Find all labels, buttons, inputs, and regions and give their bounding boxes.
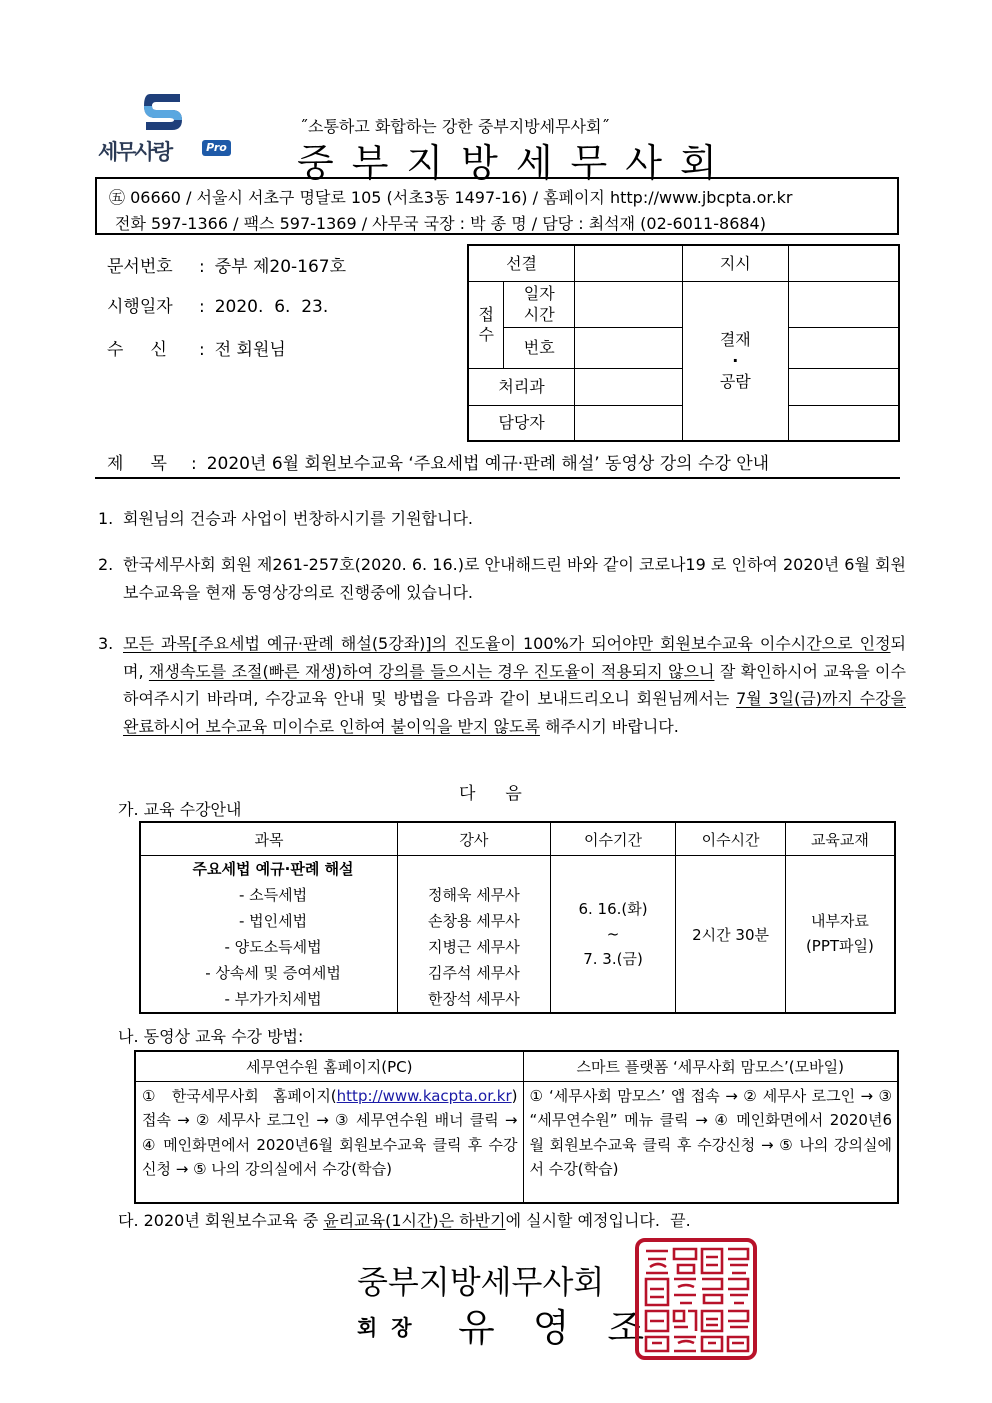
doc-number-value: 중부 제20-167호 xyxy=(214,257,347,277)
subject-item: - 부가가치세법 xyxy=(224,990,322,1008)
address-box xyxy=(95,177,899,235)
approval-ilja-sigan: 일자 시간 xyxy=(504,281,575,327)
col-header: 과목 xyxy=(140,822,398,856)
subject-item: - 소득세법 xyxy=(238,886,308,904)
subject-label: 제 목 xyxy=(107,454,167,474)
notice-emphasis: 재생속도를 조절(빠른 재생)하여 강의를 들으시는 경우 진도율이 적용되지 않으니 xyxy=(148,661,715,681)
signature-name: 유영조 xyxy=(458,1306,683,1350)
notice-emphasis: 모든 과목[주요세법 예규·판례 해설(5강좌)]의 진도율이 100%가 되어야만 회원보수교육 이수시간으로 인정 xyxy=(123,634,891,653)
org-title: 중부지방세무사회 xyxy=(297,141,735,185)
approval-cell xyxy=(575,327,682,368)
paragraph-1: 1. 회원님의 건승과 사업이 번창하시기를 기원합니다. xyxy=(98,509,474,528)
logo-s-icon xyxy=(142,92,186,132)
tutor-item: 손창용 세무사 xyxy=(428,912,520,930)
approval-cell xyxy=(575,368,682,405)
mobile-method: ① ‘세무사회 맘모스’ 앱 접속 → ② 세무사 로그인 → ③ “세무연수원” 메뉴 클릭 → ④ 메인화면에서 2020년6월 회원보수교육 클릭 후 수강신청 → ⑤ 나의 강의실에서 수강(학습) xyxy=(523,1082,898,1204)
address-line: ㊄ 06660 / 서울시 서초구 명달로 105 (서초3동 1497-16) / 홈페이지 http://www.jbcpta.or.kr xyxy=(109,188,793,207)
pc-method: ① 한국세무사회 홈페이지(http://www.kacpta.or.kr) 접속 → ② 세무사 로그인 → ③ 세무연수원 배너 클릭 → ④ 메인화면에서 2020년6월 회원보수교육 클릭 후 수강신청 → ⑤ 나의 강의실에서 수강(학습) xyxy=(135,1082,523,1204)
recipient: 수 신 : 전 회원님 xyxy=(107,335,286,360)
approval-gyeoljae-gongram: 결재 · 공람 xyxy=(682,281,789,441)
section-b-heading: 나. 동영상 교육 수강 방법: xyxy=(118,1027,304,1046)
material-cell: 내부자료 (PPT파일) xyxy=(785,856,895,1014)
subject-item: - 상속세 및 증여세법 xyxy=(205,964,341,982)
approval-cell xyxy=(789,245,899,281)
col-header: 강사 xyxy=(398,822,551,856)
subject-list: 주요세법 예규·판례 해설 - 소득세법 - 법인세법 - 양도소득세법 - 상속세 및 증여세법 - 부가가치세법 xyxy=(140,856,398,1014)
tutor-item: 김주석 세무사 xyxy=(428,964,520,982)
approval-cell xyxy=(575,405,682,441)
kacpta-link[interactable]: http://www.kacpta.or.kr xyxy=(336,1087,512,1105)
approval-cell xyxy=(789,368,899,405)
subject-value: 2020년 6월 회원보수교육 ‘주요세법 예규·판례 해설’ 동영상 강의 수강 안내 xyxy=(206,454,770,474)
section-a-heading: 가. 교육 수강안내 xyxy=(118,800,242,819)
approval-cell xyxy=(789,327,899,368)
official-seal xyxy=(634,1237,758,1361)
subject-divider xyxy=(95,477,900,479)
approval-cell xyxy=(789,281,899,327)
approval-seongyeol: 선결 xyxy=(468,245,575,281)
recipient-label: 수 신 xyxy=(107,340,167,360)
subject-item: - 양도소득세법 xyxy=(224,938,322,956)
paragraph-2: 2. 한국세무사회 회원 제261-257호(2020. 6. 16.)로 안내해드린 바와 같이 코로나19 로 인하여 2020년 6월 회원보수교육을 현재 동영상강의로 진행중에 있습니다. xyxy=(98,555,906,602)
logo xyxy=(98,92,233,164)
course-table xyxy=(139,821,896,1014)
col-header: 이수기간 xyxy=(550,822,676,856)
col-header: 교육교재 xyxy=(785,822,895,856)
approval-cell xyxy=(789,405,899,441)
deadline-emphasis: 7월 3일(금)까지 수강을 완료하시어 보수교육 미이수로 인하여 불이익을 받지 않도록 xyxy=(123,689,906,736)
approval-jisi: 지시 xyxy=(682,245,789,281)
logo-text: 세무사랑 xyxy=(98,140,172,164)
recipient-value: 전 회원님 xyxy=(214,340,286,360)
issue-date-label: 시행일자 xyxy=(107,297,173,317)
col-header-mobile: 스마트 플랫폼 ‘세무사회 맘모스’(모바일) xyxy=(523,1051,898,1082)
issue-date: 시행일자 : 2020. 6. 23. xyxy=(107,292,328,317)
issue-date-value: 2020. 6. 23. xyxy=(214,297,329,317)
slogan: ˝소통하고 화합하는 강한 중부지방세무사회˝ xyxy=(300,117,610,136)
tutor-item: 한장석 세무사 xyxy=(428,990,520,1008)
seal-icon xyxy=(634,1237,758,1361)
approval-damdangja: 담당자 xyxy=(468,405,575,441)
approval-jeopsu: 접수 xyxy=(468,281,504,368)
tutor-list xyxy=(398,856,551,1014)
approval-beonho: 번호 xyxy=(504,327,575,368)
period-cell: 6. 16.(화) ~ 7. 3.(금) xyxy=(550,856,676,1014)
approval-table xyxy=(467,244,900,442)
approval-cell xyxy=(575,281,682,327)
da-eum-heading: 다음 xyxy=(459,784,552,804)
doc-number: 문서번호 : 중부 제20-167호 xyxy=(107,252,346,277)
approval-cheorigwa: 처리과 xyxy=(468,368,575,405)
method-table xyxy=(134,1050,899,1204)
doc-number-label: 문서번호 xyxy=(107,257,173,277)
col-header-pc: 세무연수원 홈페이지(PC) xyxy=(135,1051,523,1082)
signature-role: 회장 xyxy=(357,1316,426,1340)
ethics-notice: 윤리교육(1시간)은 하반기 xyxy=(323,1211,506,1230)
signature-org: 중부지방세무사회 xyxy=(357,1263,605,1301)
tutor-item: 지병근 세무사 xyxy=(428,938,520,956)
paragraph-3: 3. 모든 과목[주요세법 예규·판례 해설(5강좌)]의 진도율이 100%가 되어야만 회원보수교육 이수시간으로 인정되며, 재생속도를 조절(빠른 재생)하여 강의를 들으시는 경우 진도율이 적용되지 않으니 잘 확인하시어 교육을 이수하여주시기 바라며, 수강교육 안내 및 방법을 다음과 같이 보내드리오니 회원님께서는 7월 3일(금)까지 수강을 완료하시어 보수교육 미이수로 인하여 불이익을 받지 않도록 해주시기 바랍니다. xyxy=(98,634,906,736)
subject-item: - 법인세법 xyxy=(238,912,308,930)
closing-line: 다. 2020년 회원보수교육 중 윤리교육(1시간)은 하반기에 실시할 예정입니다. 끝. xyxy=(118,1211,691,1230)
subject-line: 제 목 : 2020년 6월 회원보수교육 ‘주요세법 예규·판례 해설’ 동영상 강의 수강 안내 xyxy=(107,449,769,474)
approval-cell xyxy=(575,245,682,281)
hours-cell: 2시간 30분 xyxy=(676,856,786,1014)
logo-pro-badge: Pro xyxy=(202,140,231,156)
tutor-item: 정해욱 세무사 xyxy=(428,886,520,904)
contact-line: 전화 597-1366 / 팩스 597-1369 / 사무국 국장 : 박 종 명 / 담당 : 최석재 (02-6011-8684) xyxy=(115,214,766,233)
col-header: 이수시간 xyxy=(676,822,786,856)
